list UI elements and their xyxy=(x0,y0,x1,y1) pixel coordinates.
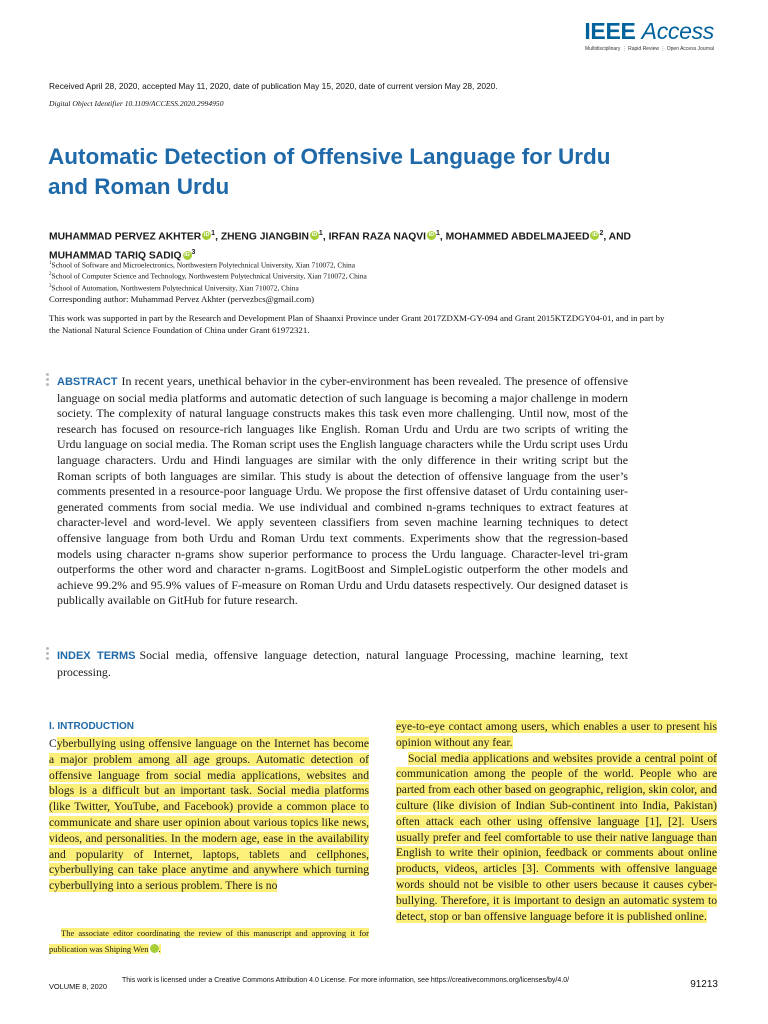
index-terms xyxy=(57,648,628,680)
journal-tagline: Multidisciplinary ⋮ Rapid Review ⋮ Open Access Journal xyxy=(585,46,714,52)
author-name: MUHAMMAD TARIQ SADIQ xyxy=(49,250,182,262)
highlighted-text: Social media applications and websites provide a central point of communication among the people of the world. People who are parted from each other based on geographic, religion, skin color, and culture (like division of Indian Sub-continent into India, Pakistan) often attack each other using offensive language [1], [2]. Users usually prefer and feel comfortable to use their native language than English to write their opinion, feedback or comments about online products, videos, articles [3]. Comments with offensive language words should not be visible to other users because it causes cyber-bullying. Therefore, it is important to design an automatic system to detect, stop or ban offensive language before it is published online. xyxy=(396,751,717,923)
page-number: 91213 xyxy=(690,979,718,990)
orcid-icon[interactable]: iD xyxy=(311,232,318,239)
abstract-label: ABSTRACT xyxy=(57,376,118,388)
author-name: MUHAMMAD PERVEZ AKHTER xyxy=(49,231,202,243)
author-affiliation: 3 xyxy=(191,249,196,257)
author-name: MOHAMMED ABDELMAJEED xyxy=(445,231,590,243)
affiliation-number: 2 xyxy=(49,272,52,278)
orcid-icon[interactable]: iD xyxy=(592,232,598,239)
editor-note-text: The associate editor coordinating the review of this manuscript and approving it for publication was Shiping Wen xyxy=(49,928,369,954)
corresponding-author: Corresponding author: Muhammad Pervez Akhter (pervezbcs@gmail.com) xyxy=(49,294,315,304)
journal-name-italic: Access xyxy=(641,18,714,44)
footer-license: This work is licensed under a Creative Commons Attribution 4.0 License. For more information, see https://creativecommons.org/licenses/by/4.0/ xyxy=(122,977,570,984)
journal-logo xyxy=(584,18,714,52)
abstract-marker-icon xyxy=(46,373,50,388)
affiliation-text: School of Computer Science and Technology, Northwestern Polytechnical University, Xian 710072, China xyxy=(51,271,367,281)
author-separator: , xyxy=(215,231,221,243)
intro-paragraph xyxy=(396,751,717,925)
affiliation-item xyxy=(49,259,367,270)
intro-paragraph xyxy=(49,736,369,894)
section-heading: I. INTRODUCTION xyxy=(49,721,134,732)
left-column xyxy=(49,736,369,894)
orcid-icon[interactable]: iD xyxy=(428,232,435,239)
author-name: ZHENG JIANGBIN xyxy=(220,231,309,243)
index-terms-text: Social media, offensive language detection, natural language Processing, machine learning, text processing. xyxy=(57,648,628,679)
author-separator: , xyxy=(322,231,329,243)
orcid-icon[interactable]: iD xyxy=(184,251,190,258)
paper-title: Automatic Detection of Offensive Language for Urdu and Roman Urdu xyxy=(48,144,611,199)
author-affiliation: 2 xyxy=(599,230,604,237)
orcid-icon[interactable]: iD xyxy=(203,232,210,239)
highlighted-text: eye-to-eye contact among users, which enables a user to present his opinion without any fear. xyxy=(396,720,717,749)
author-name: IRFAN RAZA NAQVI xyxy=(328,231,427,243)
footer-volume: VOLUME 8, 2020 xyxy=(49,982,107,991)
affiliation-list xyxy=(49,259,367,293)
drop-letter: C xyxy=(49,737,57,750)
author-separator: , AND xyxy=(603,231,631,243)
highlighted-text: yberbullying using offensive language on the Internet has become a major problem among all age groups. Automatic detection of offensive language from social media applications, websites and blogs is a difficult but an important task. Social media platforms (like Twitter, YouTube, and Facebook) provide a common place to communicate and share user opinion about various topics like news, videos, and personalities. In the modern age, ease in the availability and popularity of Internet, laptops, tablets and cellphones, cyberbullying can take place anytime and anywhere which turning cyberbullying into a serious problem. There is no xyxy=(49,737,369,893)
affiliation-text: School of Software and Microelectronics, Northwestern Polytechnical University, Xian 710072, China xyxy=(51,260,355,270)
abstract-text: In recent years, unethical behavior in the cyber-environment has been revealed. The presence of offensive language on social media platforms and automatic detection of such language is becoming a major challenge in modern society. The complexity of natural language constructs makes this task even more challenging. Until now, most of the research has focused on resource-rich languages like English. Roman Urdu and Urdu are two scripts of writing the Urdu language on social media. The Roman script uses the English language characters while the Urdu script uses Urdu language characters. Urdu and Hindi languages are similar with the only difference in their writing script but the Roman scripts of both languages are similar. This study is about the detection of offensive language from the user’s comments presented in a resource-poor language Urdu. We propose the first offensive dataset of Urdu containing user-generated comments from social media. We use individual and combined n-grams techniques to extract features at character-level and word-level. We apply seventeen classifiers from seven machine learning techniques to detect offensive language from both Urdu and Roman Urdu text comments. Experiments show that the regression-based models using character n-grams show superior performance to process the Urdu language. Character-level tri-gram outperforms the other word and character n-grams. LogitBoost and SimpleLogistic outperform the other models and achieve 99.2% and 95.9% values of F-measure on Roman Urdu and Urdu datasets respectively. Our designed dataset is publically available on GitHub for future research. xyxy=(57,374,628,608)
affiliation-item xyxy=(49,282,367,293)
doi: Digital Object Identifier 10.1109/ACCESS.2020.2994950 xyxy=(49,99,224,108)
author-separator: , xyxy=(439,231,446,243)
affiliation-item xyxy=(49,270,367,281)
affiliation-text: School of Automation, Northwestern Polytechnical University, Xian 710072, China xyxy=(51,283,299,292)
affiliation-number: 3 xyxy=(49,283,52,289)
publication-history: Received April 28, 2020, accepted May 11, 2020, date of publication May 15, 2020, date of current version May 28, 2020. xyxy=(49,81,498,91)
author-affiliation: 1 xyxy=(318,230,323,237)
intro-paragraph xyxy=(396,719,717,751)
abstract xyxy=(57,374,628,609)
affiliation-number: 1 xyxy=(49,261,52,266)
author-affiliation: 1 xyxy=(436,230,440,237)
index-terms-label: INDEX TERMS xyxy=(57,650,136,662)
editor-note xyxy=(49,925,369,957)
right-column xyxy=(396,719,717,924)
editor-note-end: . xyxy=(158,944,161,954)
funding-statement: This work was supported in part by the Research and Development Plan of Shaanxi Province under Grant 2017ZDXM-GY-094 and Grant 2015KTZDGY04-01, and in part by the National Natural Science Foundation of China under Grant 61972321. xyxy=(49,313,665,335)
author-affiliation: 1 xyxy=(211,230,216,237)
orcid-icon[interactable]: iD xyxy=(150,944,159,953)
journal-name-bold: IEEE xyxy=(584,18,636,44)
index-terms-marker-icon xyxy=(46,647,50,662)
